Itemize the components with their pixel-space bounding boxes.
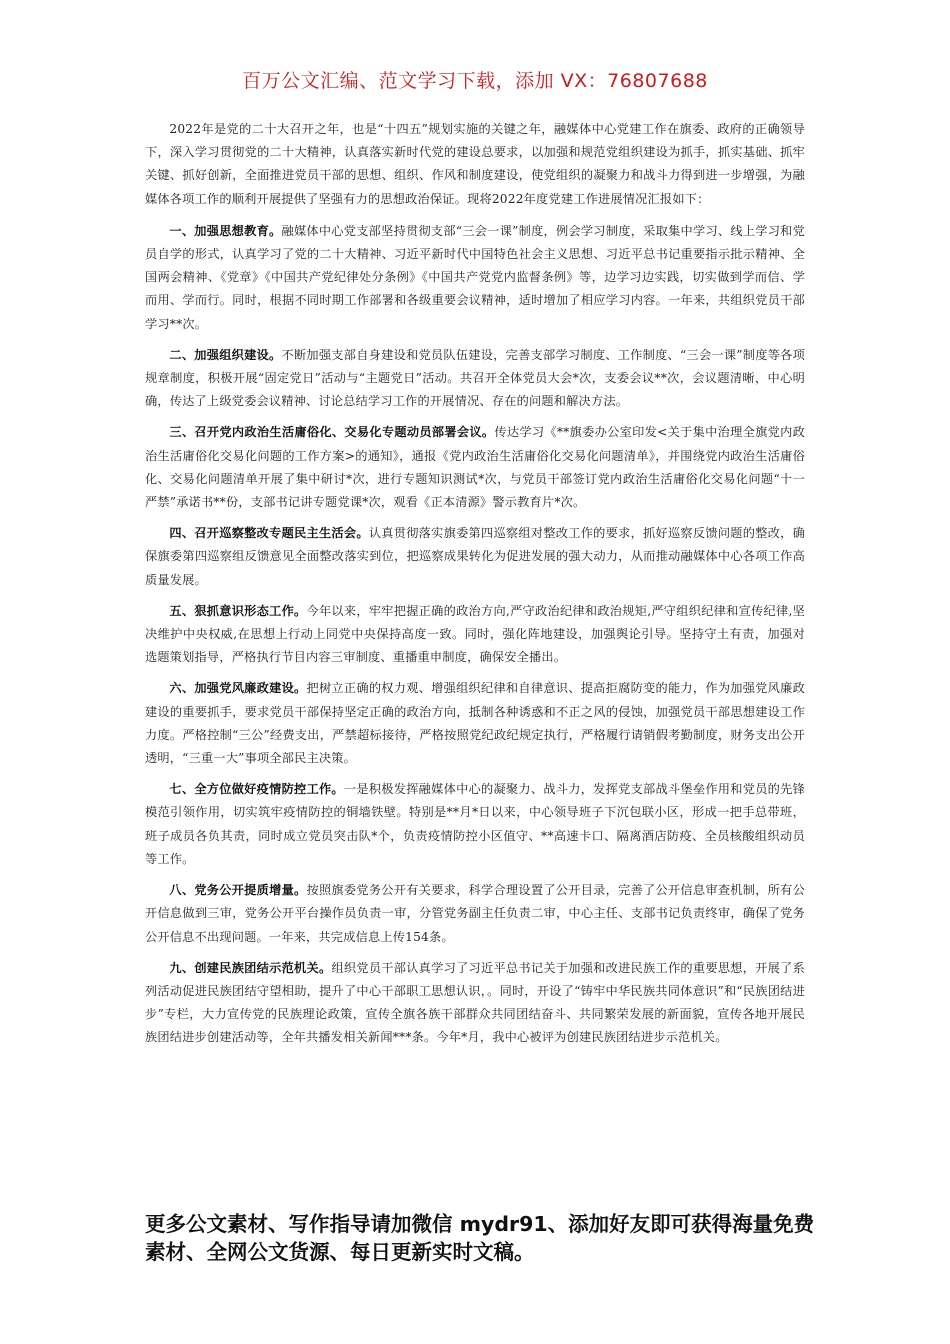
section-paragraph (145, 600, 805, 670)
section-text: 传达学习《**旗委办公室印发<关于集中治理全旗党内政治生活庸俗化交易化问题的工作方案>的通知》，通报《党内政治生活庸俗化交易化问题清单》，并围绕党内政治生活庸俗化、交易化问题清单开展了集中研讨*次，进行专题知识测试*次，与党员干部签订党内政治生活庸俗化交易化问题“十一严禁”承诺书**份，支部书记讲专题党课*次，观看《正本清源》警示教育片*次。 (145, 425, 805, 510)
footer-promo-note: 更多公文素材、写作指导请加微信 mydr91、添加好友即可获得海量免费素材、全网公文货源、每日更新实时文稿。 (145, 1212, 815, 1264)
section-heading: 五、狠抓意识形态工作。 (169, 603, 307, 618)
section-paragraph (145, 421, 805, 514)
section-text: 一是积极发挥融媒体中心的凝聚力、战斗力，发挥党支部战斗堡垒作用和党员的先锋模范引领作用，切实筑牢疫情防控的铜墙铁壁。特别是**月*日以来，中心领导班子下沉包联小区，形成一把手总带班，班子成员各负其责，同时成立党员突击队*个，负责疫情防控小区值守、**高速卡口、隔离酒店防疫、全员核酸组织动员等工作。 (145, 782, 805, 866)
section-paragraph (145, 778, 805, 871)
section-paragraph (145, 879, 805, 949)
section-heading: 七、全方位做好疫情防控工作。 (169, 782, 344, 797)
section-text: 融媒体中心党支部坚持贯彻支部“三会一课”制度，例会学习制度，采取集中学习、线上学习和党员自学的形式，认真学习了党的二十大精神、习近平新时代中国特色社会主义思想、习近平总书记重要指示批示精神、全国两会精神、《党章》《中国共产党纪律处分条例》《中国共产党党内监督条例》等，边学习边实践，切实做到学而信、学而用、学而行。同时，根据不同时期工作部署和各级重要会议精神，适时增加了相应学习内容。一年来，共组织党员干部学习**次。 (145, 223, 805, 331)
section-text: 认真贯彻落实旗委第四巡察组对整改工作的要求，抓好巡察反馈问题的整改，确保旗委第四巡察组反馈意见全面整改落实到位，把巡察成果转化为促进发展的强大动力，从而推动融媒体中心各项工作高质量发展。 (145, 526, 806, 587)
section-paragraph (145, 957, 805, 1050)
section-heading: 三、召开党内政治生活庸俗化、交易化专题动员部署会议。 (169, 425, 495, 440)
section-text: 今年以来，牢牢把握正确的政治方向,严守政治纪律和政治规矩,严守组织纪律和宣传纪律,坚决维护中央权威,在思想上行动上同党中央保持高度一致。同时，强化阵地建设，加强舆论引导。坚持守土有责，加强对选题策划指导，严格执行节目内容三审制度、重播重申制度，确保安全播出。 (145, 603, 805, 665)
section-heading: 九、创建民族团结示范机关。 (169, 960, 332, 975)
section-paragraph (145, 344, 805, 414)
section-paragraph (145, 220, 805, 336)
section-paragraph (145, 677, 805, 770)
section-heading: 六、加强党风廉政建设。 (169, 681, 307, 696)
header-banner: 百万公文汇编、范文学习下载，添加 VX：76807688 (242, 70, 708, 92)
section-heading: 四、召开巡察整改专题民主生活会。 (169, 526, 369, 541)
section-text: 组织党员干部认真学习了习近平总书记关于加强和改进民族工作的重要思想，开展了系列活动促进民族团结守望相助，提升了中心干部职工思想认识，。同时，开设了“铸牢中华民族共同体意识”和“民族团结进步”专栏，大力宣传党的民族理论政策，宣传全旗各族干部群众共同团结奋斗、共同繁荣发展的新面貌，宣传各地开展民族团结进步创建活动等，全年共播发相关新闻***条。今年*月，我中心被评为创建民族团结进步示范机关。 (145, 960, 805, 1045)
section-heading: 二、加强组织建设。 (169, 347, 282, 362)
section-text: 按照旗委党务公开有关要求，科学合理设置了公开目录，完善了公开信息审查机制，所有公开信息做到三审，党务公开平台操作员负责一审，分管党务副主任负责二审，中心主任、支部书记负责终审，确保了党务公开信息不出现问题。一年来，共完成信息上传154条。 (145, 883, 805, 944)
section-text: 把树立正确的权力观、增强组织纪律和自律意识、提高拒腐防变的能力，作为加强党风廉政建设的重要抓手，要求党员干部保持坚定正确的政治方向，抵制各种诱惑和不正之风的侵蚀，加强党员干部思想建设工作力度。严格控制“三公”经费支出，严禁超标接待，严格按照党纪政纪规定执行，严格履行请销假考勤制度，财务支出公开透明，“三重一大”事项全部民主决策。 (145, 681, 805, 766)
intro-paragraph: 2022年是党的二十大召开之年，也是“十四五”规划实施的关键之年，融媒体中心党建工作在旗委、政府的正确领导下，深入学习贯彻党的二十大精神，认真落实新时代党的建设总要求，以加强和规范党组织建设为抓手，抓实基础、抓牢关键、抓好创新，全面推进党员干部的思想、组织、作风和制度建设，使党组织的凝聚力和战斗力得到进一步增强，为融媒体各项工作的顺利开展提供了坚强有力的思想政治保证。现将2022年度党建工作进展情况汇报如下： (145, 122, 805, 206)
document-body (145, 118, 805, 1058)
section-heading: 八、党务公开提质增量。 (169, 883, 307, 898)
section-heading: 一、加强思想教育。 (169, 223, 282, 238)
section-text: 不断加强支部自身建设和党员队伍建设，完善支部学习制度、工作制度、“三会一课”制度等各项规章制度，积极开展“固定党日”活动与“主题党日”活动。共召开全体党员大会*次，支委会议**次，会议题清晰，中心明确，传达了上级党委会议精神、讨论总结学习工作的开展情况、存在的问题和解决方法。 (145, 347, 805, 409)
section-paragraph (145, 522, 805, 592)
